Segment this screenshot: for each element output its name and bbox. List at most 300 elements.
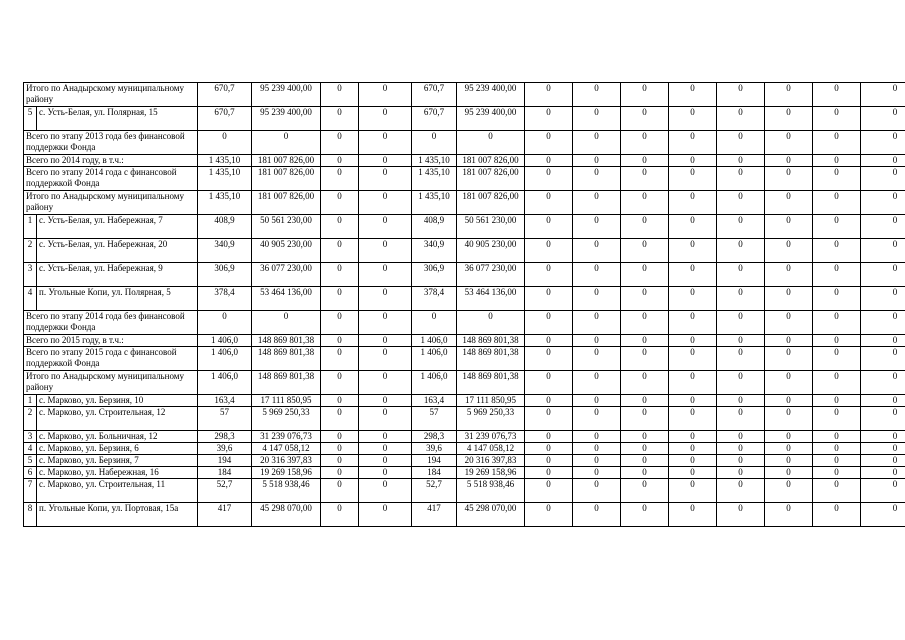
value-cell: 0 (321, 479, 359, 503)
value-cell: 0 (717, 467, 765, 479)
value-cell: 0 (525, 131, 573, 155)
value-cell: 1 435,10 (198, 191, 252, 215)
row-number-cell: 2 (24, 407, 37, 431)
table-row (24, 371, 905, 395)
value-cell: 17 111 850,95 (252, 395, 321, 407)
value-cell: 0 (573, 287, 621, 311)
value-cell: 0 (321, 371, 359, 395)
value-cell: 4 147 058,12 (457, 443, 525, 455)
value-cell: 1 406,0 (412, 347, 457, 371)
address-cell: с. Усть-Белая, ул. Набережная, 7 (37, 215, 198, 239)
value-cell: 19 269 158,96 (457, 467, 525, 479)
row-number-cell: 1 (24, 215, 37, 239)
row-number-cell: 4 (24, 443, 37, 455)
value-cell: 1 406,0 (198, 347, 252, 371)
value-cell: 0 (717, 107, 765, 131)
value-cell: 298,3 (412, 431, 457, 443)
value-cell: 1 406,0 (412, 335, 457, 347)
value-cell: 5 969 250,33 (457, 407, 525, 431)
value-cell: 148 869 801,38 (252, 335, 321, 347)
value-cell: 0 (321, 263, 359, 287)
value-cell: 0 (861, 443, 905, 455)
value-cell: 0 (573, 107, 621, 131)
table-row (24, 167, 905, 191)
value-cell: 0 (321, 155, 359, 167)
value-cell: 0 (765, 347, 813, 371)
value-cell: 0 (669, 215, 717, 239)
summary-label-cell: Всего по этапу 2014 года без финансовой поддержки Фонда (24, 311, 198, 335)
row-number-cell: 5 (24, 107, 37, 131)
value-cell: 408,9 (198, 215, 252, 239)
value-cell: 0 (621, 239, 669, 263)
value-cell: 0 (621, 503, 669, 527)
table-row (24, 407, 905, 431)
value-cell: 181 007 826,00 (457, 191, 525, 215)
summary-label-cell: Всего по этапу 2015 года с финансовой поддержкой Фонда (24, 347, 198, 371)
summary-label-cell: Итого по Анадырскому муниципальному району (24, 371, 198, 395)
value-cell: 0 (573, 467, 621, 479)
value-cell: 0 (359, 443, 412, 455)
value-cell: 0 (669, 503, 717, 527)
value-cell: 0 (321, 83, 359, 107)
value-cell: 0 (321, 131, 359, 155)
value-cell: 0 (765, 335, 813, 347)
value-cell: 378,4 (412, 287, 457, 311)
value-cell: 40 905 230,00 (457, 239, 525, 263)
value-cell: 0 (765, 155, 813, 167)
value-cell: 19 269 158,96 (252, 467, 321, 479)
summary-label-cell: Итого по Анадырскому муниципальному району (24, 83, 198, 107)
value-cell: 0 (765, 167, 813, 191)
row-number-cell: 6 (24, 467, 37, 479)
value-cell: 0 (813, 407, 861, 431)
value-cell: 0 (321, 407, 359, 431)
value-cell: 0 (717, 455, 765, 467)
value-cell: 0 (765, 371, 813, 395)
value-cell: 417 (412, 503, 457, 527)
value-cell: 0 (621, 335, 669, 347)
value-cell: 0 (669, 431, 717, 443)
value-cell: 0 (321, 443, 359, 455)
value-cell: 0 (765, 395, 813, 407)
value-cell: 181 007 826,00 (252, 155, 321, 167)
value-cell: 0 (813, 287, 861, 311)
value-cell: 0 (621, 107, 669, 131)
value-cell: 0 (861, 239, 905, 263)
value-cell: 181 007 826,00 (457, 167, 525, 191)
value-cell: 0 (765, 467, 813, 479)
value-cell: 0 (321, 455, 359, 467)
value-cell: 0 (861, 431, 905, 443)
value-cell: 0 (717, 371, 765, 395)
value-cell: 184 (412, 467, 457, 479)
table-row (24, 131, 905, 155)
value-cell: 52,7 (198, 479, 252, 503)
value-cell: 0 (813, 479, 861, 503)
value-cell: 0 (573, 407, 621, 431)
value-cell: 163,4 (412, 395, 457, 407)
value-cell: 0 (861, 287, 905, 311)
value-cell: 0 (573, 371, 621, 395)
value-cell: 0 (717, 239, 765, 263)
value-cell: 0 (813, 107, 861, 131)
value-cell: 0 (621, 371, 669, 395)
value-cell: 0 (198, 131, 252, 155)
table-row (24, 443, 905, 455)
value-cell: 0 (525, 431, 573, 443)
value-cell: 0 (669, 287, 717, 311)
value-cell: 0 (717, 347, 765, 371)
address-cell: с. Марково, ул. Берзиня, 6 (37, 443, 198, 455)
value-cell: 0 (525, 455, 573, 467)
value-cell: 0 (621, 431, 669, 443)
table-row (24, 107, 905, 131)
value-cell: 50 561 230,00 (457, 215, 525, 239)
address-cell: с. Усть-Белая, ул. Набережная, 20 (37, 239, 198, 263)
value-cell: 0 (525, 479, 573, 503)
value-cell: 0 (861, 311, 905, 335)
value-cell: 0 (321, 395, 359, 407)
program-table (23, 82, 905, 527)
table-row (24, 503, 905, 527)
row-number-cell: 3 (24, 431, 37, 443)
table-row (24, 83, 905, 107)
value-cell: 0 (813, 503, 861, 527)
value-cell: 0 (573, 263, 621, 287)
value-cell: 0 (717, 431, 765, 443)
value-cell: 45 298 070,00 (252, 503, 321, 527)
value-cell: 0 (765, 455, 813, 467)
value-cell: 0 (717, 191, 765, 215)
value-cell: 0 (765, 479, 813, 503)
value-cell: 0 (573, 335, 621, 347)
value-cell: 0 (359, 431, 412, 443)
value-cell: 0 (525, 167, 573, 191)
value-cell: 0 (412, 131, 457, 155)
program-table-sheet (23, 82, 905, 527)
value-cell: 0 (813, 347, 861, 371)
value-cell: 0 (525, 155, 573, 167)
value-cell: 0 (861, 371, 905, 395)
value-cell: 0 (717, 131, 765, 155)
value-cell: 0 (525, 239, 573, 263)
value-cell: 0 (573, 191, 621, 215)
value-cell: 0 (321, 167, 359, 191)
value-cell: 57 (198, 407, 252, 431)
value-cell: 0 (861, 503, 905, 527)
value-cell: 408,9 (412, 215, 457, 239)
value-cell: 20 316 397,83 (252, 455, 321, 467)
value-cell: 0 (525, 467, 573, 479)
value-cell: 31 239 076,73 (457, 431, 525, 443)
table-row (24, 191, 905, 215)
value-cell: 0 (621, 287, 669, 311)
value-cell: 0 (861, 167, 905, 191)
value-cell: 0 (359, 335, 412, 347)
value-cell: 0 (861, 335, 905, 347)
value-cell: 670,7 (198, 107, 252, 131)
value-cell: 0 (765, 107, 813, 131)
value-cell: 0 (765, 215, 813, 239)
value-cell: 1 406,0 (198, 335, 252, 347)
value-cell: 0 (669, 347, 717, 371)
value-cell: 0 (813, 371, 861, 395)
summary-label-cell: Всего по 2015 году, в т.ч.: (24, 335, 198, 347)
value-cell: 0 (861, 191, 905, 215)
value-cell: 0 (669, 155, 717, 167)
value-cell: 0 (669, 395, 717, 407)
value-cell: 0 (573, 455, 621, 467)
value-cell: 0 (717, 155, 765, 167)
value-cell: 0 (861, 467, 905, 479)
value-cell: 0 (525, 443, 573, 455)
row-number-cell: 8 (24, 503, 37, 527)
value-cell: 0 (861, 347, 905, 371)
value-cell: 0 (765, 131, 813, 155)
value-cell: 0 (359, 287, 412, 311)
value-cell: 670,7 (412, 107, 457, 131)
value-cell: 0 (861, 155, 905, 167)
value-cell: 0 (621, 311, 669, 335)
value-cell: 57 (412, 407, 457, 431)
value-cell: 39,6 (412, 443, 457, 455)
value-cell: 0 (765, 407, 813, 431)
address-cell: п. Угольные Копи, ул. Портовая, 15а (37, 503, 198, 527)
value-cell: 0 (321, 311, 359, 335)
value-cell: 0 (525, 263, 573, 287)
value-cell: 417 (198, 503, 252, 527)
value-cell: 0 (717, 263, 765, 287)
value-cell: 181 007 826,00 (457, 155, 525, 167)
value-cell: 0 (573, 503, 621, 527)
value-cell: 0 (765, 287, 813, 311)
value-cell: 0 (573, 431, 621, 443)
value-cell: 53 464 136,00 (252, 287, 321, 311)
value-cell: 0 (359, 311, 412, 335)
value-cell: 0 (321, 215, 359, 239)
value-cell: 0 (321, 503, 359, 527)
value-cell: 0 (359, 347, 412, 371)
value-cell: 0 (861, 83, 905, 107)
value-cell: 0 (621, 467, 669, 479)
address-cell: п. Угольные Копи, ул. Полярная, 5 (37, 287, 198, 311)
summary-label-cell: Всего по 2014 году, в т.ч.: (24, 155, 198, 167)
value-cell: 17 111 850,95 (457, 395, 525, 407)
value-cell: 0 (669, 131, 717, 155)
value-cell: 0 (252, 311, 321, 335)
address-cell: с. Марково, ул. Берзиня, 10 (37, 395, 198, 407)
value-cell: 0 (252, 131, 321, 155)
value-cell: 0 (525, 107, 573, 131)
address-cell: с. Марково, ул. Набережная, 16 (37, 467, 198, 479)
value-cell: 36 077 230,00 (457, 263, 525, 287)
row-number-cell: 4 (24, 287, 37, 311)
value-cell: 0 (621, 395, 669, 407)
value-cell: 0 (717, 503, 765, 527)
value-cell: 0 (717, 311, 765, 335)
value-cell: 0 (765, 503, 813, 527)
row-number-cell: 3 (24, 263, 37, 287)
value-cell: 0 (669, 83, 717, 107)
table-row (24, 479, 905, 503)
value-cell: 0 (813, 239, 861, 263)
value-cell: 95 239 400,00 (252, 83, 321, 107)
value-cell: 181 007 826,00 (252, 191, 321, 215)
value-cell: 0 (621, 215, 669, 239)
value-cell: 1 406,0 (198, 371, 252, 395)
value-cell: 45 298 070,00 (457, 503, 525, 527)
value-cell: 0 (813, 83, 861, 107)
value-cell: 0 (621, 263, 669, 287)
value-cell: 0 (359, 479, 412, 503)
value-cell: 0 (669, 335, 717, 347)
summary-label-cell: Всего по этапу 2014 года с финансовой поддержкой Фонда (24, 167, 198, 191)
value-cell: 0 (359, 407, 412, 431)
value-cell: 0 (861, 395, 905, 407)
value-cell: 0 (765, 431, 813, 443)
value-cell: 148 869 801,38 (252, 347, 321, 371)
value-cell: 0 (765, 191, 813, 215)
value-cell: 0 (321, 287, 359, 311)
value-cell: 0 (813, 431, 861, 443)
value-cell: 0 (669, 107, 717, 131)
value-cell: 1 435,10 (198, 167, 252, 191)
value-cell: 0 (525, 347, 573, 371)
value-cell: 0 (717, 287, 765, 311)
value-cell: 0 (717, 407, 765, 431)
value-cell: 0 (359, 503, 412, 527)
value-cell: 306,9 (412, 263, 457, 287)
value-cell: 95 239 400,00 (252, 107, 321, 131)
table-row (24, 467, 905, 479)
value-cell: 0 (813, 155, 861, 167)
value-cell: 0 (717, 83, 765, 107)
value-cell: 0 (813, 263, 861, 287)
value-cell: 0 (813, 395, 861, 407)
value-cell: 0 (573, 131, 621, 155)
value-cell: 0 (621, 407, 669, 431)
value-cell: 0 (573, 215, 621, 239)
value-cell: 0 (359, 239, 412, 263)
row-number-cell: 7 (24, 479, 37, 503)
value-cell: 1 435,10 (412, 191, 457, 215)
value-cell: 0 (813, 167, 861, 191)
address-cell: с. Марково, ул. Строительная, 11 (37, 479, 198, 503)
value-cell: 0 (669, 407, 717, 431)
value-cell: 53 464 136,00 (457, 287, 525, 311)
value-cell: 0 (573, 155, 621, 167)
row-number-cell: 1 (24, 395, 37, 407)
value-cell: 0 (765, 311, 813, 335)
value-cell: 0 (321, 191, 359, 215)
address-cell: с. Марково, ул. Берзиня, 7 (37, 455, 198, 467)
value-cell: 0 (717, 443, 765, 455)
value-cell: 163,4 (198, 395, 252, 407)
value-cell: 0 (573, 395, 621, 407)
value-cell: 670,7 (412, 83, 457, 107)
value-cell: 148 869 801,38 (457, 347, 525, 371)
address-cell: с. Марково, ул. Больничная, 12 (37, 431, 198, 443)
value-cell: 181 007 826,00 (252, 167, 321, 191)
value-cell: 0 (669, 311, 717, 335)
value-cell: 36 077 230,00 (252, 263, 321, 287)
value-cell: 40 905 230,00 (252, 239, 321, 263)
value-cell: 0 (525, 395, 573, 407)
value-cell: 0 (765, 263, 813, 287)
value-cell: 0 (717, 395, 765, 407)
value-cell: 0 (321, 107, 359, 131)
value-cell: 0 (669, 239, 717, 263)
value-cell: 0 (573, 83, 621, 107)
value-cell: 0 (717, 479, 765, 503)
value-cell: 0 (813, 215, 861, 239)
value-cell: 0 (321, 239, 359, 263)
value-cell: 95 239 400,00 (457, 83, 525, 107)
summary-label-cell: Итого по Анадырскому муниципальному району (24, 191, 198, 215)
value-cell: 0 (765, 239, 813, 263)
table-row (24, 239, 905, 263)
value-cell: 0 (669, 167, 717, 191)
value-cell: 52,7 (412, 479, 457, 503)
value-cell: 148 869 801,38 (252, 371, 321, 395)
value-cell: 0 (359, 455, 412, 467)
table-row (24, 215, 905, 239)
value-cell: 0 (359, 371, 412, 395)
value-cell: 0 (525, 335, 573, 347)
value-cell: 1 435,10 (198, 155, 252, 167)
value-cell: 0 (813, 131, 861, 155)
value-cell: 0 (412, 311, 457, 335)
table-row (24, 395, 905, 407)
value-cell: 306,9 (198, 263, 252, 287)
value-cell: 194 (412, 455, 457, 467)
table-row (24, 455, 905, 467)
value-cell: 1 406,0 (412, 371, 457, 395)
value-cell: 0 (457, 311, 525, 335)
value-cell: 0 (669, 191, 717, 215)
value-cell: 0 (717, 215, 765, 239)
value-cell: 0 (573, 443, 621, 455)
value-cell: 0 (669, 443, 717, 455)
value-cell: 0 (359, 155, 412, 167)
value-cell: 194 (198, 455, 252, 467)
value-cell: 0 (359, 191, 412, 215)
row-number-cell: 5 (24, 455, 37, 467)
value-cell: 0 (359, 131, 412, 155)
value-cell: 0 (621, 479, 669, 503)
value-cell: 0 (621, 455, 669, 467)
value-cell: 298,3 (198, 431, 252, 443)
value-cell: 0 (813, 455, 861, 467)
value-cell: 0 (621, 131, 669, 155)
address-cell: с. Усть-Белая, ул. Полярная, 15 (37, 107, 198, 131)
value-cell: 0 (621, 443, 669, 455)
value-cell: 0 (573, 311, 621, 335)
value-cell: 0 (359, 167, 412, 191)
value-cell: 0 (621, 155, 669, 167)
value-cell: 0 (669, 263, 717, 287)
value-cell: 1 435,10 (412, 167, 457, 191)
value-cell: 0 (621, 167, 669, 191)
value-cell: 0 (621, 347, 669, 371)
value-cell: 50 561 230,00 (252, 215, 321, 239)
value-cell: 0 (861, 215, 905, 239)
value-cell: 0 (573, 347, 621, 371)
value-cell: 0 (457, 131, 525, 155)
value-cell: 0 (359, 215, 412, 239)
value-cell: 0 (765, 443, 813, 455)
value-cell: 5 518 938,46 (252, 479, 321, 503)
